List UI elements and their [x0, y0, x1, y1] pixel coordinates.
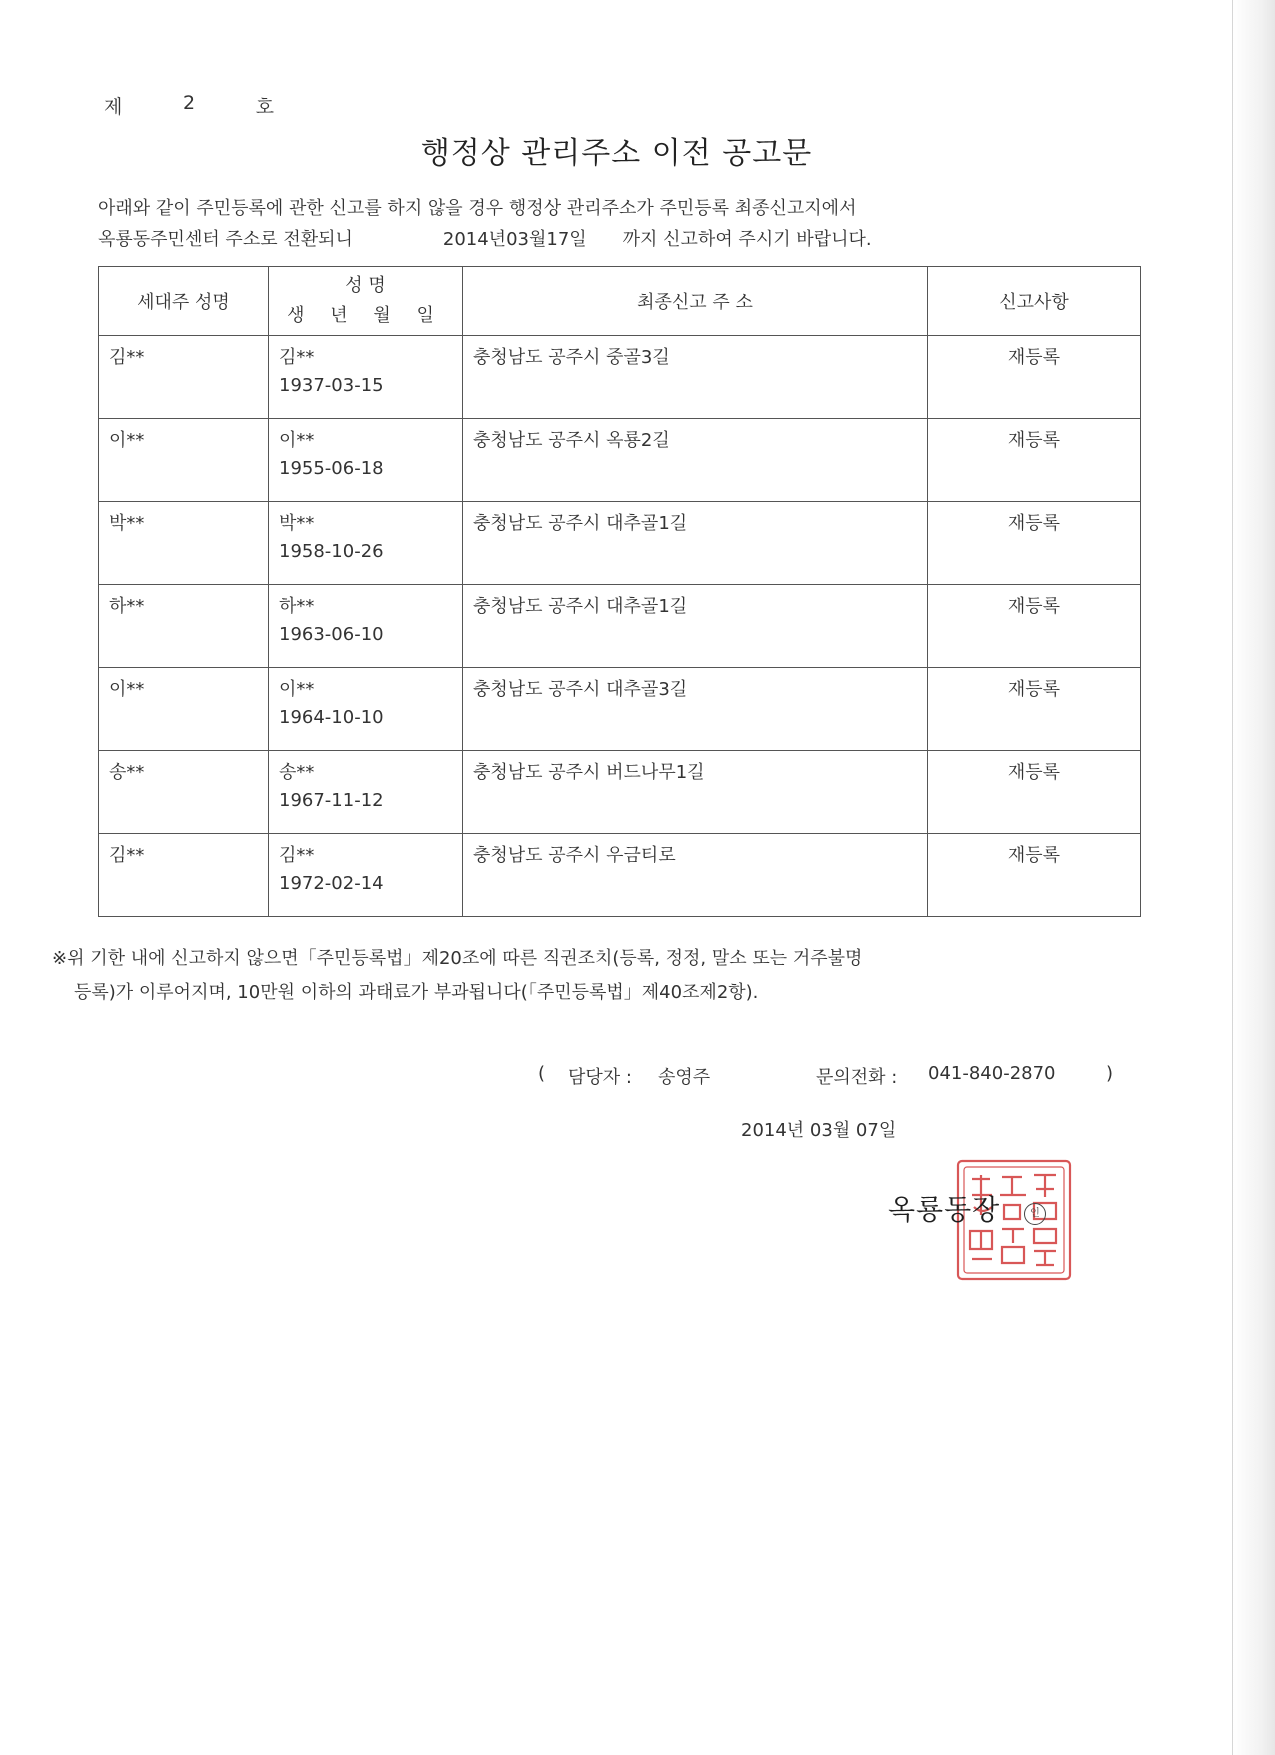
cell-birth: 1955-06-18	[279, 458, 384, 479]
table-row	[99, 419, 1141, 502]
deadline-date: 2014년03월17일	[442, 229, 587, 250]
cell-name: 김**	[279, 347, 315, 368]
cell-report: 재등록	[1007, 430, 1061, 451]
cell-birth: 1967-11-12	[279, 790, 384, 811]
cell-birth: 1937-03-15	[279, 375, 384, 396]
cell-head-of-household: 박**	[109, 513, 145, 534]
cell-head-of-household: 김**	[109, 347, 145, 368]
intro-line-2-post: 까지 신고하여 주시기 바랍니다.	[622, 229, 872, 250]
cell-name-birth	[269, 336, 462, 400]
seal-mark-label: 인	[1030, 1208, 1040, 1219]
cell-name: 이**	[279, 430, 315, 451]
cell-address: 충청남도 공주시 우금티로	[473, 845, 676, 866]
cell-name-birth	[269, 419, 462, 483]
table-row	[99, 336, 1141, 419]
cell-report: 재등록	[1007, 679, 1061, 700]
scan-edge	[1232, 0, 1275, 1755]
header-head-of-household: 세대주 성명	[99, 267, 269, 336]
footnote-line-2: 등록)가 이루어지며, 10만원 이하의 과태료가 부과됩니다(「주민등록법」제40조제2항).	[74, 982, 759, 1003]
document-number	[104, 92, 274, 119]
header-name: 성 명	[345, 275, 386, 296]
table-row	[99, 834, 1141, 917]
header-address: 최종신고 주 소	[463, 267, 928, 336]
cell-address: 충청남도 공주시 버드나무1길	[473, 762, 705, 783]
cell-head-of-household: 이**	[109, 679, 145, 700]
cell-head-of-household: 김**	[109, 845, 145, 866]
table-header-row	[99, 267, 1141, 336]
cell-address: 충청남도 공주시 대추골1길	[473, 596, 688, 617]
cell-birth: 1972-02-14	[279, 873, 384, 894]
footnote	[52, 942, 1152, 1010]
seal-mark	[1024, 1203, 1046, 1225]
cell-report: 재등록	[1007, 347, 1061, 368]
cell-birth: 1958-10-26	[279, 541, 384, 562]
header-name-birth	[269, 267, 463, 336]
cell-address: 충청남도 공주시 대추골3길	[473, 679, 688, 700]
header-birth: 생 년 월 일	[287, 305, 444, 326]
doc-number-suffix: 호	[255, 96, 274, 118]
intro-paragraph	[98, 193, 1098, 255]
cell-report: 재등록	[1007, 845, 1061, 866]
doc-number-value: 2	[182, 92, 196, 114]
contact-open-paren: (	[538, 1063, 546, 1084]
cell-name-birth	[269, 751, 462, 815]
cell-name-birth	[269, 668, 462, 732]
cell-address: 충청남도 공주시 옥룡2길	[473, 430, 670, 451]
contact-close-paren: )	[1106, 1063, 1114, 1084]
issue-date: 2014년 03월 07일	[741, 1120, 897, 1141]
cell-report: 재등록	[1007, 596, 1061, 617]
doc-number-prefix: 제	[104, 96, 123, 118]
table-body	[99, 336, 1141, 917]
intro-line-2-pre: 옥룡동주민센터 주소로 전환되니	[98, 229, 353, 250]
cell-name: 이**	[279, 679, 315, 700]
cell-head-of-household: 송**	[109, 762, 145, 783]
cell-report: 재등록	[1007, 762, 1061, 783]
cell-report: 재등록	[1007, 513, 1061, 534]
cell-birth: 1964-10-10	[279, 707, 384, 728]
cell-name: 박**	[279, 513, 315, 534]
document-title: 행정상 관리주소 이전 공고문	[420, 136, 813, 171]
contact-phone-label: 문의전화 :	[816, 1067, 898, 1088]
header-report: 신고사항	[928, 267, 1141, 336]
cell-name: 하**	[279, 596, 315, 617]
notice-table	[98, 266, 1141, 917]
cell-name-birth	[269, 585, 462, 649]
footnote-line-1: ※위 기한 내에 신고하지 않으면「주민등록법」제20조에 따른 직권조치(등록, 정정, 말소 또는 거주불명	[52, 948, 863, 969]
cell-head-of-household: 하**	[109, 596, 145, 617]
signer-title: 옥룡동장	[888, 1193, 1001, 1226]
cell-name-birth	[269, 502, 462, 566]
contact-phone: 041-840-2870	[928, 1063, 1056, 1084]
contact-person: 송영주	[658, 1067, 711, 1088]
cell-address: 충청남도 공주시 대추골1길	[473, 513, 688, 534]
intro-line-1: 아래와 같이 주민등록에 관한 신고를 하지 않을 경우 행정상 관리주소가 주민등록 최종신고지에서	[98, 198, 857, 219]
cell-head-of-household: 이**	[109, 430, 145, 451]
cell-name: 김**	[279, 845, 315, 866]
contact-person-label: 담당자 :	[568, 1067, 632, 1088]
contact-info	[538, 1063, 1128, 1089]
table-row	[99, 585, 1141, 668]
cell-name: 송**	[279, 762, 315, 783]
intro-line-2	[98, 224, 1098, 255]
cell-birth: 1963-06-10	[279, 624, 384, 645]
table-row	[99, 668, 1141, 751]
table-row	[99, 751, 1141, 834]
cell-address: 충청남도 공주시 중골3길	[473, 347, 670, 368]
cell-name-birth	[269, 834, 462, 898]
table-row	[99, 502, 1141, 585]
